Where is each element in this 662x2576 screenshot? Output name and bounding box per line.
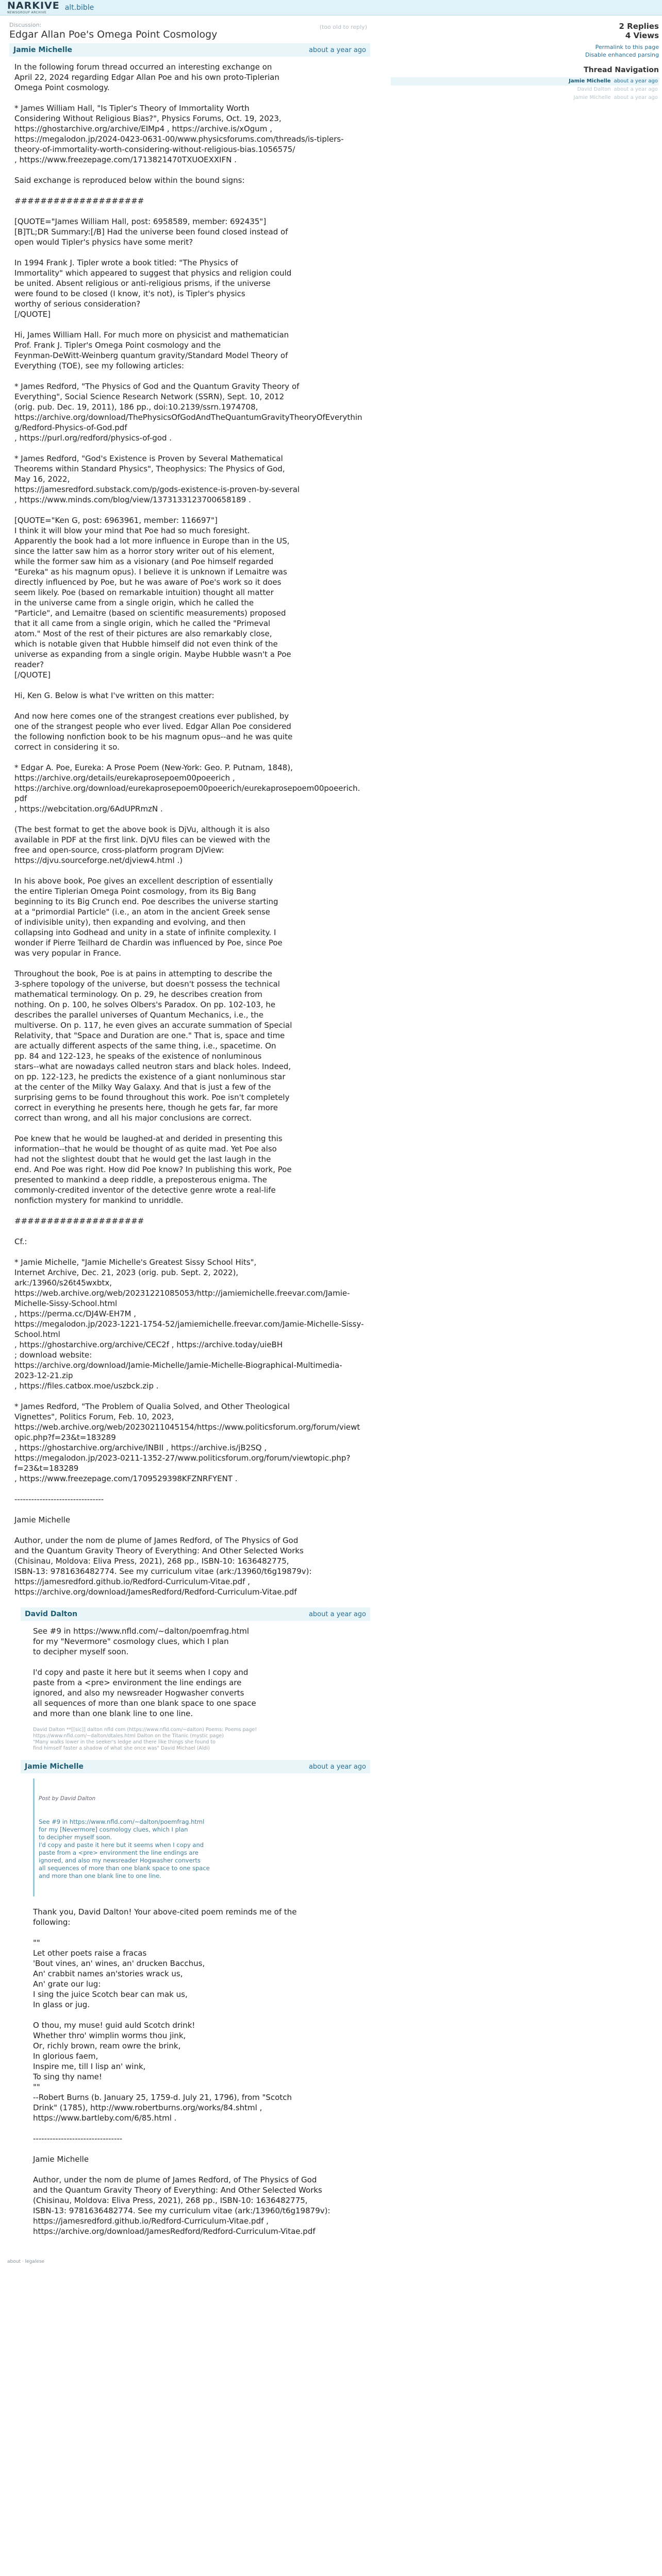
discussion-label: Discussion:: [9, 22, 42, 28]
sidebar: [391, 22, 659, 2244]
thread-title-row: [9, 22, 370, 40]
quote-content: See #9 in https://www.nfld.com/~dalton/poemfrag.html for my [Nevermore] cosmology clues, which I plan to decipher myself soon. I'd copy and paste it here but it seems when I copy and paste from a <pre> environment the line endings are ignored, and also my newsreader Hogwasher converts all sequences of more than one blank space to one space and more than one blank line to one line.: [39, 1818, 210, 1879]
post-3: [21, 1760, 370, 2244]
quoted-text: [33, 1778, 370, 1896]
nav-item-author[interactable]: Jamie Michelle: [573, 95, 611, 100]
post-author[interactable]: Jamie Michelle: [25, 1762, 84, 1771]
nav-item-author[interactable]: David Dalton: [577, 87, 611, 92]
footer[interactable]: about · legalese: [7, 2259, 45, 2264]
page-layout: [0, 15, 662, 2244]
nav-item-time[interactable]: about a year ago: [614, 95, 658, 100]
thread-stats: [391, 22, 659, 40]
nav-item-time[interactable]: about a year ago: [614, 78, 658, 84]
nav-item-time[interactable]: about a year ago: [614, 87, 658, 92]
top-bar: [0, 0, 662, 15]
replies-count: 2 Replies: [619, 22, 659, 31]
sidebar-links: [391, 43, 659, 59]
newsgroup-link[interactable]: alt.bible: [64, 3, 94, 12]
post-time[interactable]: about a year ago: [308, 46, 366, 54]
nav-item[interactable]: [391, 86, 659, 94]
post-1: [9, 43, 370, 1604]
thread-title: Edgar Allan Poe's Omega Point Cosmology: [9, 29, 218, 40]
thread-navigation-title: Thread Navigation: [584, 66, 659, 74]
nav-item[interactable]: [391, 94, 659, 102]
post-time[interactable]: about a year ago: [308, 1610, 366, 1618]
nav-item[interactable]: [391, 77, 659, 86]
post-author[interactable]: David Dalton: [25, 1610, 78, 1618]
thread-main: [9, 22, 370, 2244]
post-header: [9, 43, 370, 57]
brand-name[interactable]: NARKIVE: [7, 0, 60, 11]
post-header: [21, 1607, 370, 1621]
post-body: See #9 in https://www.nfld.com/~dalton/poemfrag.html for my "Nevermore" cosmology clues, which I plan to decipher myself soon. I'd copy and paste it here but it seems when I copy and paste from a <pre> environment the line endings are ignored, and also my newsreader Hogwasher converts all sequences of more than one blank space to one space and more than one blank line to one line.: [33, 1626, 256, 1718]
post-signature: David Dalton **[[sic]] dalton nfld com (https://www.nfld.com/~dalton) Poems: Poems page! https://www.nfld.com/~dalton/dtales.html Dalton on the Titanic (mystic page) "Many walks lower in the seeker's ledge and there like things she found to find himself faster a shadow of what she once was" David Michael (Aldi): [33, 1727, 257, 1751]
post-body: Thank you, David Dalton! Your above-cited poem reminds me of the following: "" Let other poets raise a fracas 'Bout vines, an' wines, an' drucken Bacchus, An' crabbit names an'stories wrack us, An' grate our lug: I sing the juice Scotch bear can mak us, In glass or jug. O thou, my muse! guid auld Scotch drink! Whether thro' wimplin worms thou jink, Or, richly brown, ream owre the brink, In glorious faem, Inspire me, till I lisp an' wink, To sing thy name! "" --Robert Burns (b. January 25, 1759-d. July 21, 1796), from "Scotch Drink" (1785), http://www.robertburns.org/works/84.shtml , https://www.bartleby.com/6/85.html . -------------------------------- Jamie Michelle Author, under the nom de plume of James Redford, of The Physics of God and the Quantum Gravity Theory of Everything: And Other Selected Works (Chisinau, Moldova: Eliva Press, 2021), 268 pp., ISBN-10: 1636482775, ISBN-13: 9781636482774. See my curriculum vitae (ark:/13960/t6g19879v): https://jamesredford.github.io/Redford-Curriculum-Vitae.pdf , https://archive.org/download/JamesRedford/Redford-Curriculum-Vitae.pdf: [33, 1907, 330, 2236]
nav-item-author[interactable]: Jamie Michelle: [569, 78, 611, 84]
permalink-link[interactable]: Permalink to this page: [595, 44, 659, 50]
views-count: 4 Views: [625, 31, 659, 40]
thread-navigation-list: [391, 77, 659, 102]
post-body: In the following forum thread occurred an interesting exchange on April 22, 2024 regarding Edgar Allan Poe and his own proto-Tiplerian Omega Point cosmology. * James William Hall, "Is Tipler's Theory of Immortality Worth Considering Without Religious Bias?", Physics Forums, Oct. 19, 2023, https://ghostarchive.org/archive/EIMp4 , https://archive.is/xOgum , https://megalodon.jp/2024-0423-0631-00/www.physicsforums.com/threads/is-tiplers-theory-of-immortality-worth-considering-without-religious-bias.1056575/ , https://www.freezepage.com/1713821470TXUOEXXIFN . Said exchange is reproduced below within the bound signs: #################### [QUOTE="James William Hall, post: 6958589, member: 692435"] [B]TL;DR Summary:[/B] Had the universe been found closed instead of open would Tipler's physics have some merit? In 1994 Frank J. Tipler wrote a book titled: "The Physics of Immortality" which appeared to suggest that physics and religion could be united. Absent religious or anti-religious prisms, if the universe were found to be closed (I know, it's not), is Tipler's physics worthy of serious consideration? [/QUOTE] Hi, James William Hall. For much more on physicist and mathematician Prof. Frank J. Tipler's Omega Point cosmology and the Feynman-DeWitt-Weinberg quantum gravity/Standard Model Theory of Everything (TOE), see my following articles: * James Redford, "The Physics of God and the Quantum Gravity Theory of Everything", Social Science Research Network (SSRN), Sept. 10, 2012 (orig. pub. Dec. 19, 2011), 186 pp., doi:10.2139/ssrn.1974708, https://archive.org/download/ThePhysicsOfGodAndTheQuantumGravityTheoryOfEverything/Redford-Physics-of-God.pdf , https://purl.org/redford/physics-of-god . * James Redford, "God's Existence is Proven by Several Mathematical Theorems within Standard Physics", Theophysics: The Physics of God, May 16, 2022, https://jamesredford.substack.com/p/gods-existence-is-proven-by-several , https://www.minds.com/blog/view/1373133123700658189 . [QUOTE="Ken G, post: 6963961, member: 116697"] I think it will blow your mind that Poe had so much foresight. Apparently the book had a lot more influence in Europe than in the US, since the latter saw him as a horror story writer out of his element, while the former saw him as a visionary (and Poe himself regarded "Eureka" as his magnum opus). I believe it is unknown if Lemaitre was directly influenced by Poe, but he was aware of Poe's work so it does seem likely. Poe (based on remarkable intuition) thought all matter in the universe came from a single origin, which he called the "Particle", and Lemaitre (based on scientific measurements) proposed that it all came from a single origin, which he called the "Primeval atom." Most of the rest of their pictures are also remarkably close, which is notable given that Hubble himself did not even think of the universe as expanding from a single origin. Maybe Hubble wasn't a Poe reader? [/QUOTE] Hi, Ken G. Below is what I've written on this matter: And now here comes one of the strangest creations ever published, by one of the strangest people who ever lived. Edgar Allan Poe considered the following nonfiction book to be his magnum opus--and he was quite correct in considering it so. * Edgar A. Poe, Eureka: A Prose Poem (New-York: Geo. P. Putnam, 1848), https://archive.org/details/eurekaprosepoem00poeerich , https://archive.org/download/eurekaprosepoem00poeerich/eurekaprosepoem00poeerich.pdf , https://webcitation.org/6AdUPRmzN . (The best format to get the above book is DjVu, although it is also available in PDF at the first link. DjVU files can be viewed with the free and open-source, cross-platform program DjView: https://djvu.sourceforge.net/djview4.html .) In his above book, Poe gives an excellent description of essentially the entire Tiplerian Omega Point cosmology, from its Big Bang beginning to its Big Crunch end. Poe describes the universe starting at a "primordial Particle" (i.e., an atom in the ancient Greek sense of indivisible unity), then expanding and evolving, and then collapsing into Godhead and unity in a state of infinite complexity. I wonder if Pierre Teilhard de Chardin was influenced by Poe, since Poe was very popular in France. Throughout the book, Poe is at pains in attempting to describe the 3-sphere topology of the universe, but doesn't possess the technical mathematical terminology. On p. 29, he describes creation from nothing. On p. 100, he solves Olbers's Paradox. On pp. 102-103, he describes the parallel universes of Quantum Mechanics, i.e., the multiverse. On p. 117, he even gives an accurate summation of Special Relativity, that "Space and Duration are one." That is, space and time are actually different aspects of the same thing, i.e., spacetime. On pp. 84 and 122-123, he speaks of the existence of nonluminous stars--what are nowadays called neutron stars and black holes. Indeed, on pp. 122-123, he predicts the existence of a giant nonluminous star at the center of the Milky Way Galaxy. And that is just a few of the surprising gems to be found throughout this work. Poe isn't completely correct in everything he presents here, though he gets far, far more correct than wrong, and all his major conclusions are correct. Poe knew that he would be laughed-at and derided in presenting this information--that he would be thought of as quite mad. Yet Poe also had not the slightest doubt that he would get the last laugh in the end. And Poe was right. How did Poe know? In publishing this work, Poe presented to mankind a deep riddle, a preposterous enigma. The commonly-credited inventor of the detective genre wrote a real-life nonfiction mystery for mankind to unriddle. #################### Cf.: * Jamie Michelle, "Jamie Michelle's Greatest Sissy School Hits", Internet Archive, Dec. 21, 2023 (orig. pub. Sept. 2, 2022), ark:/13960/s26t45wxbtx, https://web.archive.org/web/20231221085053/http://jamiemichelle.freevar.com/Jamie-Michelle-Sissy-School.html , https://perma.cc/DJ4W-EH7M , https://megalodon.jp/2023-1221-1754-52/jamiemichelle.freevar.com/Jamie-Michelle-Sissy-School.html , https://ghostarchive.org/archive/CEC2f , https://archive.today/uieBH ; download website: https://archive.org/download/Jamie-Michelle/Jamie-Michelle-Biographical-Multimedia-2023-12-21.zip , https://files.catbox.moe/uszbck.zip . * James Redford, "The Problem of Qualia Solved, and Other Theological Vignettes", Politics Forum, Feb. 10, 2023, https://web.archive.org/web/20230211045154/https://www.politicsforum.org/forum/viewtopic.php?f=23&t=183289 , https://ghostarchive.org/archive/lNBII , https://archive.is/jB2SQ , https://megalodon.jp/2023-0211-1352-27/www.politicsforum.org/forum/viewtopic.php?f=23&t=183289 , https://www.freezepage.com/1709529398KFZNRFYENT . -------------------------------- Jamie Michelle Author, under the nom de plume of James Redford, of The Physics of God and the Quantum Gravity Theory of Everything: And Other Selected Works (Chisinau, Moldova: Eliva Press, 2021), 268 pp., ISBN-10: 1636482775, ISBN-13: 9781636482774. See my curriculum vitae (ark:/13960/t6g19879v): https://jamesredford.github.io/Redford-Curriculum-Vitae.pdf , https://archive.org/download/JamesRedford/Redford-Curriculum-Vitae.pdf: [14, 62, 364, 1597]
brand-logo[interactable]: [7, 1, 60, 14]
brand-subtitle: NEWSGROUP ARCHIVE: [7, 10, 47, 14]
post-header: [21, 1760, 370, 1773]
post-time[interactable]: about a year ago: [308, 1762, 366, 1771]
quote-attribution: Post by David Dalton: [39, 1795, 96, 1802]
too-old-to-reply: (too old to reply): [319, 24, 367, 30]
post-author[interactable]: Jamie Michelle: [13, 46, 72, 54]
disable-parsing-link[interactable]: Disable enhanced parsing: [585, 52, 659, 58]
post-2: [21, 1607, 370, 1757]
